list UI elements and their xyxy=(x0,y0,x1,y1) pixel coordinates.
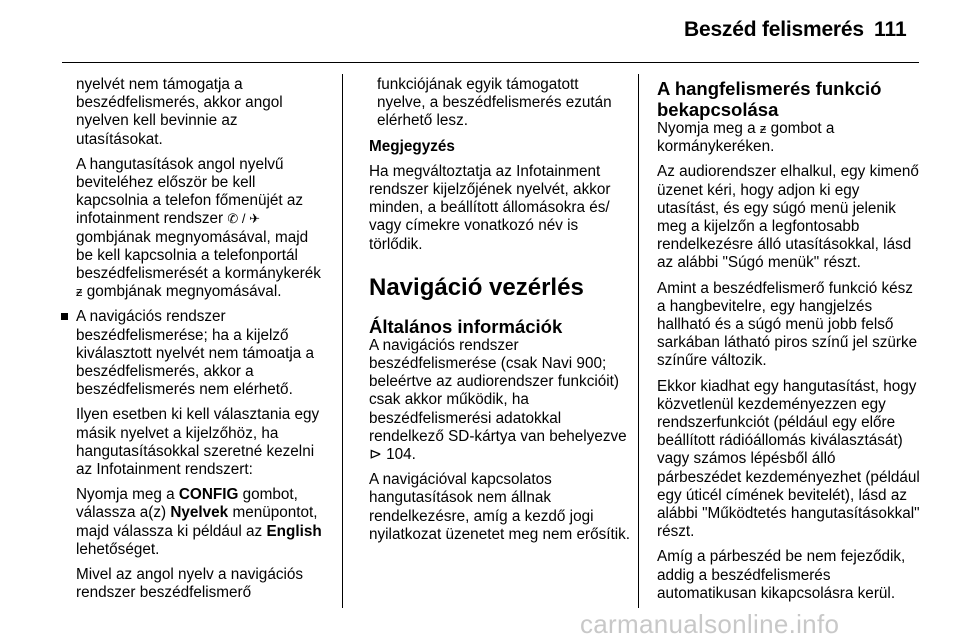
column-2 xyxy=(369,76,631,551)
voice-button-icon: ᵶ xyxy=(76,284,83,300)
option-label: English xyxy=(266,522,322,540)
phone-nav-icon: ✆ / ✈ xyxy=(227,211,260,227)
paragraph: A navigációval kapcsolatos hangutasítások nem állnak rendelkezésre, amíg a kezdő jogi nyilatkozat üzenetet meg nem erősítik. xyxy=(369,471,631,543)
paragraph: Az audiorendszer elhalkul, egy kimenő üzenet kéri, hogy adjon ki egy utasítást, és egy súgó menü jelenik meg a kijelzőn a legfontosabb rendelkezésre álló utasításokkal, lásd az alábbi "Súgó menük" részt. xyxy=(657,163,919,272)
paragraph xyxy=(369,337,631,464)
paragraph: Ekkor kiadhat egy hangutasítást, hogy közvetlenül kezdeményezzen egy rendszerfunkciót (például egy előre beállított rádióállomás kiválasztását) vagy számos lépésből álló párbeszédet kezdeményezhet (például egy úticél címének bevitelét), lásd az alábbi "Működtetés hangutasításokkal" részt. xyxy=(657,377,920,541)
page-reference: ⊳ 104. xyxy=(369,446,416,464)
column-divider-left xyxy=(342,74,343,608)
paragraph: Mivel az angol nyelv a navigációs rendszer beszédfelismerő xyxy=(76,566,304,602)
paragraph xyxy=(58,486,326,559)
text: Nyomja meg a xyxy=(657,120,756,137)
bullet-text: A navigációs rendszer beszédfelismerése; ha a kijelző kiválasztott nyelvét nem támoatja a beszédfelismerés, akkor a beszédfelismerés nem elérhető. xyxy=(76,308,315,399)
paragraph: Amíg a párbeszéd be nem fejeződik, addig a beszédfelismerés automatikusan kikapcsolásra kerül. xyxy=(657,548,906,602)
section-heading: Navigáció vezérlés xyxy=(369,273,584,301)
text: A hangutasítások angol nyelvű beviteléhez először be kell kapcsolnia a telefon főmenüjét az infotainment rendszer xyxy=(76,155,304,228)
bullet-square-icon xyxy=(61,313,68,320)
voice-button-icon: ᵶ xyxy=(759,121,767,136)
subsection-heading: A hangfelismerés funkció bekapcsolása xyxy=(657,78,882,120)
column-divider-right xyxy=(638,74,639,608)
paragraph: nyelvét nem támogatja a beszédfelismerés, akkor angol nyelven kell bevinnie az utasításokat. xyxy=(76,76,283,148)
text: gombjának megnyomásával. xyxy=(86,283,282,301)
subsection-heading: Általános információk xyxy=(369,315,563,337)
text: A navigációs rendszer beszédfelismerése (csak Navi 900; beleértve az audiorendszer funkcióit) csak akkor működik, ha beszédfelismerési adatokkal rendelkező SD-kártya van behelyezve xyxy=(369,336,627,445)
text: gombot, válassza a(z) xyxy=(76,486,298,522)
text: gombjának megnyomásával, majd be kell kapcsolnia a telefonportál beszédfelismerését a kormánykerék xyxy=(76,228,321,283)
menu-item-label: Nyelvek xyxy=(170,504,229,522)
note-body: Ha megváltoztatja az Infotainment rendszer kijelzőjének nyelvét, akkor minden, a beállított állomásokra és/ vagy címekre vonatkozó név is törlődik. xyxy=(369,162,611,253)
text: menüpontot, majd válassza ki például az xyxy=(76,504,318,540)
note-title: Megjegyzés xyxy=(369,137,455,155)
paragraph: Amint a beszédfelismerő funkció kész a hangbevitelre, egy hangjelzés hallható és a súgó menü jobb felső sarkában látható piros színű jel szürke színűre változik. xyxy=(657,279,918,370)
page-number: 111 xyxy=(874,18,907,41)
paragraph: funkciójának egyik támogatott nyelve, a beszédfelismerés ezután elérhető lesz. xyxy=(377,76,612,130)
note-box xyxy=(369,138,631,254)
column-3 xyxy=(657,76,921,610)
page-header xyxy=(0,0,960,62)
watermark: carmanualsonline.info xyxy=(580,609,840,639)
text: gombot a kormánykeréken. xyxy=(657,120,835,156)
header-rule xyxy=(62,62,919,63)
column-1 xyxy=(58,76,326,609)
text: lehetőséget. xyxy=(76,540,160,558)
paragraph: Ilyen esetben ki kell választania egy másik nyelvet a kijelzőhöz, ha hangutasításokkal szeretné kezelni az Infotainment rendszert: xyxy=(76,406,320,479)
config-key-label: CONFIG xyxy=(178,486,239,504)
paragraph xyxy=(58,156,326,302)
paragraph xyxy=(657,120,921,156)
text: Nyomja meg a xyxy=(76,486,175,504)
page-title: Beszéd felismerés xyxy=(684,18,864,41)
bullet-item xyxy=(58,308,326,399)
